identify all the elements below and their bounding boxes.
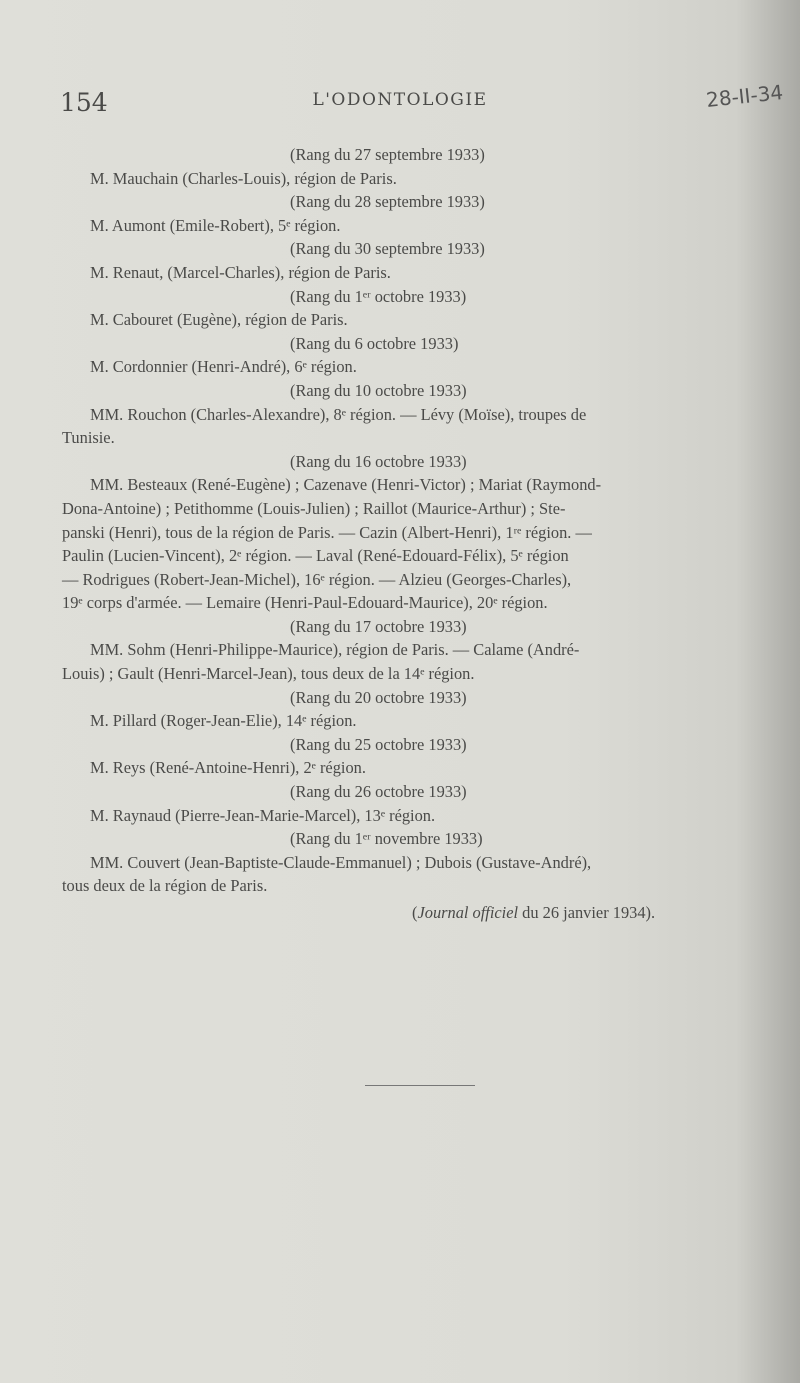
entry-line: MM. Sohm (Henri-Philippe-Maurice), région de Paris. — Calame (André- [90, 640, 580, 660]
rang-block [62, 190, 762, 237]
entry-line: tous deux de la région de Paris. [62, 876, 268, 896]
entry-line: Louis) ; Gault (Henri-Marcel-Jean), tous deux de la 14ᵉ région. [62, 664, 475, 684]
rang-date: (Rang du 28 septembre 1933) [290, 192, 485, 212]
closing-rule [365, 1085, 475, 1086]
entry-line: MM. Couvert (Jean-Baptiste-Claude-Emmanuel) ; Dubois (Gustave-André), [90, 852, 592, 872]
source-journal: Journal officiel [417, 903, 519, 922]
entry-line: 19ᵉ corps d'armée. — Lemaire (Henri-Paul-Edouard-Maurice), 20ᵉ région. [62, 593, 548, 613]
rang-block [62, 143, 762, 190]
rang-date: (Rang du 6 octobre 1933) [290, 333, 459, 353]
rang-block [62, 615, 762, 686]
page-number: 154 [60, 88, 108, 117]
journal-title: L'ODONTOLOGIE [312, 90, 488, 110]
entry-line: MM. Rouchon (Charles-Alexandre), 8ᵉ région. — Lévy (Moïse), troupes de [90, 404, 587, 424]
rang-block [62, 332, 762, 379]
rang-date: (Rang du 27 septembre 1933) [290, 145, 485, 164]
rang-block [62, 379, 762, 450]
entry-line: MM. Besteaux (René-Eugène) ; Cazenave (Henri-Victor) ; Mariat (Raymond- [90, 475, 602, 495]
rang-block [62, 285, 762, 332]
rang-date: (Rang du 25 octobre 1933) [290, 734, 467, 754]
rang-block [62, 733, 762, 780]
rang-date: (Rang du 1ᵉʳ octobre 1933) [290, 286, 467, 306]
entry-line: M. Pillard (Roger-Jean-Elie), 14ᵉ région. [90, 711, 357, 731]
entry-line: M. Cordonnier (Henri-André), 6ᵉ région. [90, 357, 357, 377]
rang-block [62, 780, 762, 827]
rang-date: (Rang du 1ᵉʳ novembre 1933) [290, 829, 483, 849]
rang-date: (Rang du 30 septembre 1933) [290, 239, 485, 259]
nomination-list [62, 143, 762, 925]
rang-block [62, 450, 762, 615]
entry-line: M. Reys (René-Antoine-Henri), 2ᵉ région. [90, 758, 366, 778]
rang-date: (Rang du 10 octobre 1933) [290, 380, 467, 400]
entry-line: M. Aumont (Emile-Robert), 5ᵉ région. [90, 215, 341, 235]
entry-line: M. Mauchain (Charles-Louis), région de Paris. [90, 168, 397, 188]
rang-date: (Rang du 16 octobre 1933) [290, 451, 467, 471]
entry-line: Paulin (Lucien-Vincent), 2ᵉ région. — Laval (René-Edouard-Félix), 5ᵉ région [62, 546, 569, 566]
entry-line: — Rodrigues (Robert-Jean-Michel), 16ᵉ région. — Alzieu (Georges-Charles), [62, 569, 572, 589]
handwritten-note: 28-II-34 [704, 80, 785, 112]
running-head [0, 80, 800, 128]
source-citation: (Journal officiel du 26 janvier 1934). [412, 903, 656, 922]
rang-block [62, 237, 762, 284]
entry-line: M. Renaut, (Marcel-Charles), région de Paris. [90, 262, 391, 282]
rang-date: (Rang du 26 octobre 1933) [290, 782, 467, 802]
rang-date: (Rang du 20 octobre 1933) [290, 687, 467, 707]
rang-block [62, 686, 762, 733]
entry-line: Tunisie. [62, 428, 115, 448]
entry-line: Dona-Antoine) ; Petithomme (Louis-Julien) ; Raillot (Maurice-Arthur) ; Ste- [62, 498, 566, 518]
entry-line: panski (Henri), tous de la région de Paris. — Cazin (Albert-Henri), 1ʳᵉ région. — [62, 522, 592, 542]
entry-line: M. Raynaud (Pierre-Jean-Marie-Marcel), 13ᵉ région. [90, 805, 436, 825]
rang-date: (Rang du 17 octobre 1933) [290, 616, 467, 636]
source-date: du 26 janvier 1934). [518, 903, 656, 922]
rang-block [62, 827, 762, 898]
entry-line: M. Cabouret (Eugène), région de Paris. [90, 310, 348, 330]
